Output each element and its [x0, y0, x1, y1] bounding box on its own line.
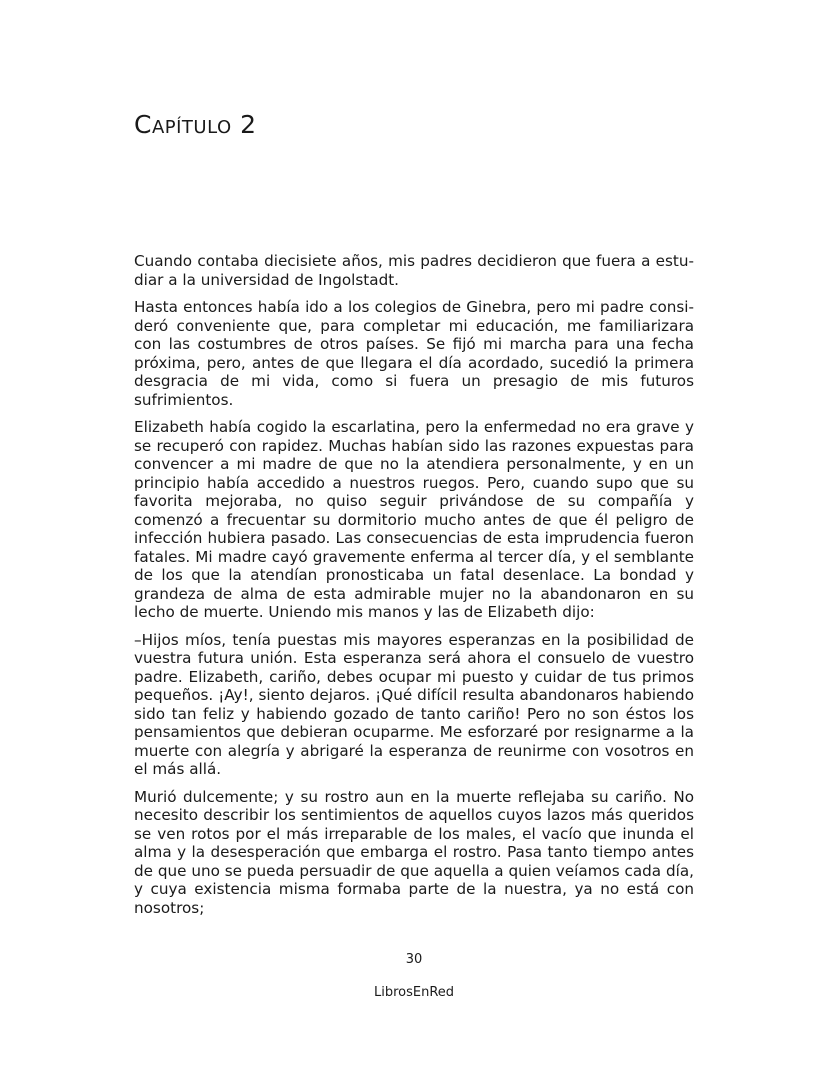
- paragraph: Hasta entonces había ido a los colegios de Ginebra, pero mi padre consideró conveniente que, para completar mi educación, me familiarizara con las costumbres de otros países. Se fijó mi marcha para una fecha próxima, pero, antes de que llegara el día acordado, sucedió la primera desgracia de mi vida, como si fuera un presagio de mis futuros sufrimientos.: [134, 298, 694, 409]
- paragraph: Elizabeth había cogido la escarlatina, pero la enfermedad no era grave y se recuperó con rapidez. Muchas habían sido las razones expuestas para convencer a mi madre de que no la atendiera personalmente, y en un principio había accedido a nuestros ruegos. Pero, cuando supo que su favorita mejoraba, no quiso seguir privándose de su compañía y comenzó a frecuentar su dormitorio mucho antes de que él peligro de infección hubiera pasado. Las consecuencias de esta imprudencia fueron fatales. Mi madre cayó gravemente enferma al tercer día, y el semblante de los que la atendían pronosticaba un fatal desenlace. La bondad y grandeza de alma de esta admirable mujer no la abandonaron en su lecho de muerte. Uniendo mis manos y las de Elizabeth dijo:: [134, 418, 694, 621]
- page-number: 30: [405, 952, 423, 967]
- paragraph: Murió dulcemente; y su rostro aun en la muerte reflejaba su cariño. No necesito describir los sentimientos de aquellos cuyos lazos más queridos se ven rotos por el más irreparable de los males, el vacío que inunda el alma y la desesperación que embarga el rostro. Pasa tanto tiempo antes de que uno se pueda persuadir de que aquella a quien veíamos cada día, y cuya existencia misma formaba parte de la nuestra, ya no está con nosotros;: [134, 787, 694, 917]
- chapter-body: [134, 252, 694, 926]
- paragraph: Cuando contaba diecisiete años, mis padres decidieron que fuera a estudiar a la universidad de Ingolstadt.: [134, 252, 694, 289]
- publisher-name: LibrosEnRed: [373, 985, 455, 1000]
- paragraph: –Hijos míos, tenía puestas mis mayores esperanzas en la posibilidad de vuestra futura unión. Esta esperanza será ahora el consuelo de vuestro padre. Elizabeth, cariño, debes ocupar mi puesto y cuidar de tus primos pequeños. ¡Ay!, siento dejaros. ¡Qué difícil resulta abandonaros habiendo sido tan feliz y habiendo gozado de tanto cariño! Pero no son éstos los pensamientos que debieran ocuparme. Me esforzaré por resignarme a la muerte con alegría y abrigaré la esperanza de reunirme con vosotros en el más allá.: [134, 630, 694, 778]
- chapter-title: Capítulo 2: [134, 110, 257, 139]
